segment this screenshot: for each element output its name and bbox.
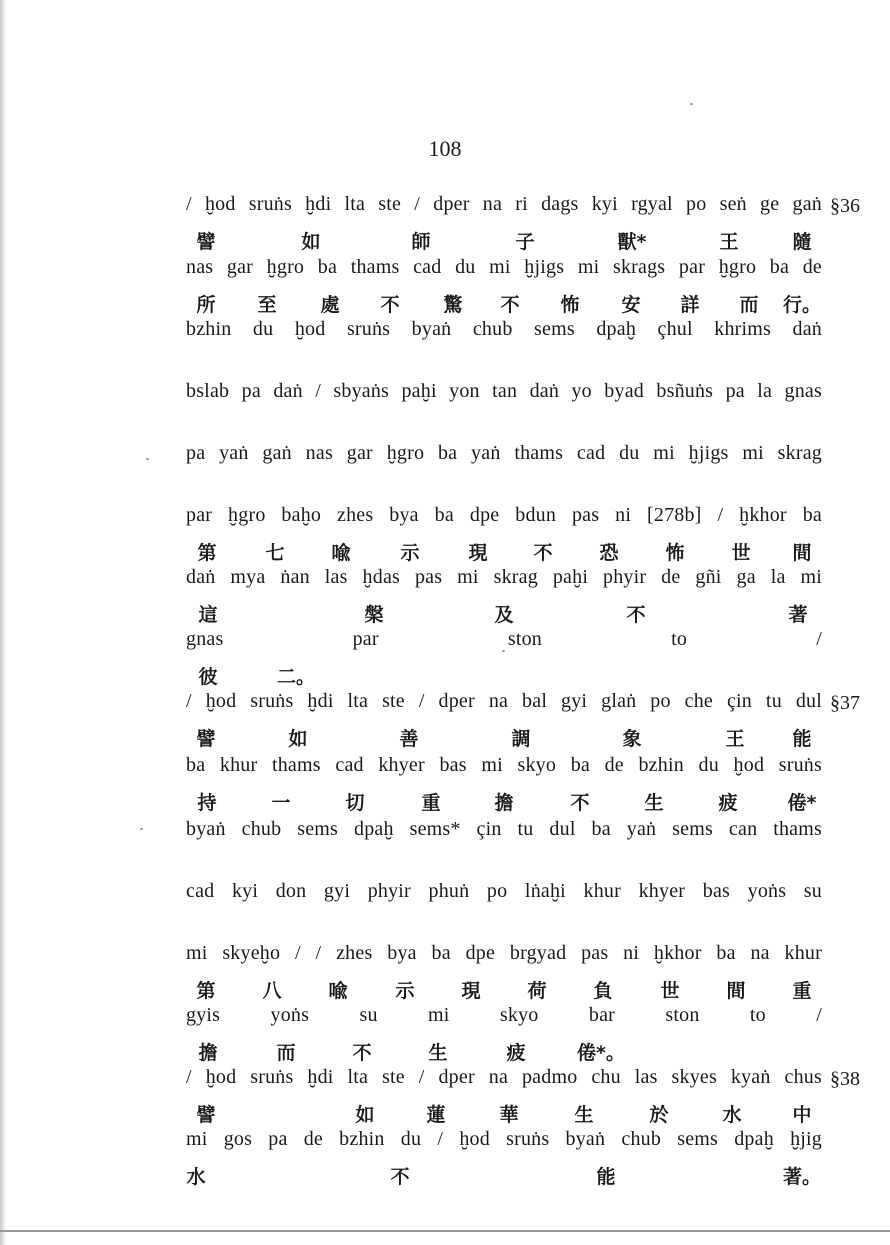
chinese-character: 不 (352, 1042, 372, 1064)
chinese-character: 二。 (276, 666, 316, 688)
chinese-character: 疲 (506, 1042, 526, 1064)
chinese-character: 疲 (718, 792, 738, 814)
chinese-gloss-line (186, 227, 822, 253)
chinese-character: 間 (792, 542, 812, 564)
chinese-character: 喩 (331, 542, 351, 564)
chinese-character: 於 (649, 1104, 669, 1126)
chinese-character: 間 (726, 980, 746, 1002)
chinese-gloss-line (186, 788, 822, 814)
tibetan-line: ba khur thams cad khyer bas mi skyo ba de bzhin du ḫod sruṅs (186, 754, 822, 776)
chinese-gloss-line (186, 1038, 822, 1064)
chinese-character: 不 (390, 1166, 410, 1188)
chinese-character: 擔 (198, 1042, 218, 1064)
page-edge-shadow (0, 0, 6, 1245)
chinese-character: 重 (792, 980, 812, 1002)
chinese-character: 喩 (328, 980, 348, 1002)
chinese-character: 譬 (196, 728, 216, 750)
chinese-character: 第 (197, 542, 217, 564)
tibetan-line: nas gar ḫgro ba thams cad du mi ḫjigs mi skrags par ḫgro ba de (186, 256, 822, 278)
chinese-character: 譬 (196, 1104, 216, 1126)
chinese-character: 不 (500, 294, 520, 316)
chinese-character: 獸* (617, 231, 647, 253)
chinese-character: 王 (719, 231, 739, 253)
chinese-gloss-line (186, 976, 822, 1002)
bottom-rule (0, 1230, 890, 1232)
chinese-character: 持 (197, 792, 217, 814)
page-number: 108 (428, 136, 462, 161)
chinese-character: 調 (511, 728, 531, 750)
chinese-character: 譬 (196, 231, 216, 253)
chinese-character: 七 (265, 542, 285, 564)
chinese-character: 蓮 (426, 1104, 446, 1126)
section-marker: §37 (830, 692, 860, 714)
chinese-character: 王 (725, 728, 745, 750)
chinese-character: 現 (468, 542, 488, 564)
chinese-character: 如 (301, 231, 321, 253)
chinese-gloss-line (186, 724, 822, 750)
chinese-character: 切 (345, 792, 365, 814)
chinese-character: 示 (400, 542, 420, 564)
chinese-character: 所 (196, 294, 216, 316)
tibetan-line: gyis yoṅs su mi skyo bar ston to / (186, 1004, 822, 1026)
chinese-gloss-line (186, 538, 822, 564)
scan-speck (690, 103, 693, 105)
chinese-character: 世 (660, 980, 680, 1002)
chinese-character: 生 (428, 1042, 448, 1064)
scan-speck (146, 458, 149, 460)
chinese-gloss-line (186, 1100, 822, 1126)
chinese-character: 怖 (560, 294, 580, 316)
chinese-character: 不 (626, 604, 646, 626)
chinese-gloss-line (186, 600, 822, 626)
chinese-character: 不 (570, 792, 590, 814)
chinese-character: 善 (399, 728, 419, 750)
tibetan-line: gnas par ston to / (186, 628, 822, 650)
chinese-character: 隨 (792, 231, 812, 253)
chinese-character: 至 (257, 294, 277, 316)
chinese-character: 倦* (787, 792, 817, 814)
chinese-character: 行。 (782, 294, 822, 316)
chinese-character: 示 (395, 980, 415, 1002)
chinese-gloss-line (186, 290, 822, 316)
section-marker: §38 (830, 1068, 860, 1090)
tibetan-line: mi gos pa de bzhin du / ḫod sruṅs byaṅ chub sems dpaḫ ḫjig (186, 1128, 822, 1150)
tibetan-line: cad kyi don gyi phyir phuṅ po lṅaḫi khur khyer bas yoṅs su (186, 880, 822, 902)
tibetan-line: mi skyeḫo / / zhes bya ba dpe brgyad pas ni ḫkhor ba na khur (186, 942, 822, 964)
chinese-character: 生 (644, 792, 664, 814)
scan-speck (502, 650, 505, 652)
chinese-character: 八 (262, 980, 282, 1002)
chinese-character: 如 (355, 1104, 375, 1126)
chinese-character: 恐 (599, 542, 619, 564)
chinese-character: 及 (494, 604, 514, 626)
tibetan-line: bslab pa daṅ / sbyaṅs paḫi yon tan daṅ yo byad bsñuṅs pa la gnas (186, 380, 822, 402)
tibetan-line: byaṅ chub sems dpaḫ sems* çin tu dul ba yaṅ sems can thams (186, 818, 822, 840)
chinese-character: 這 (198, 604, 218, 626)
chinese-character: 槃 (364, 604, 384, 626)
chinese-character: 負 (593, 980, 613, 1002)
chinese-character: 怖 (665, 542, 685, 564)
chinese-character: 詳 (680, 294, 700, 316)
chinese-character: 一 (271, 792, 291, 814)
tibetan-line: / ḫod sruṅs ḫdi lta ste / dper na padmo chu las skyes kyaṅ chus (186, 1066, 822, 1088)
chinese-character: 華 (499, 1104, 519, 1126)
chinese-character: 如 (288, 728, 308, 750)
tibetan-line: par ḫgro baḫo zhes bya ba dpe bdun pas ni [278b] / ḫkhor ba (186, 504, 822, 526)
chinese-gloss-line (186, 1162, 822, 1188)
chinese-character: 重 (421, 792, 441, 814)
chinese-character: 現 (461, 980, 481, 1002)
chinese-character: 世 (731, 542, 751, 564)
chinese-character: 荷 (527, 980, 547, 1002)
chinese-character: 安 (621, 294, 641, 316)
chinese-character: 象 (622, 728, 642, 750)
chinese-character: 師 (411, 231, 431, 253)
chinese-character: 能 (596, 1166, 616, 1188)
tibetan-line: / ḫod sruṅs ḫdi lta ste / dper na ri dags kyi rgyal po seṅ ge gaṅ (186, 193, 822, 215)
chinese-character: 第 (196, 980, 216, 1002)
tibetan-line: daṅ mya ṅan las ḫdas pas mi skrag paḫi phyir de gñi ga la mi (186, 566, 822, 588)
chinese-character: 而 (276, 1042, 296, 1064)
chinese-character: 生 (574, 1104, 594, 1126)
chinese-character: 彼 (198, 666, 218, 688)
chinese-character: 水 (722, 1104, 742, 1126)
chinese-character: 驚 (443, 294, 463, 316)
chinese-character: 水 (186, 1166, 206, 1188)
chinese-character: 擔 (494, 792, 514, 814)
chinese-character: 能 (792, 728, 812, 750)
chinese-character: 不 (380, 294, 400, 316)
chinese-character: 不 (533, 542, 553, 564)
chinese-character: 子 (515, 231, 535, 253)
chinese-character: 而 (739, 294, 759, 316)
section-marker: §36 (830, 195, 860, 217)
tibetan-line: / ḫod sruṅs ḫdi lta ste / dper na bal gyi glaṅ po che çin tu dul (186, 690, 822, 712)
tibetan-line: bzhin du ḫod sruṅs byaṅ chub sems dpaḫ çhul khrims daṅ (186, 318, 822, 340)
chinese-character: 倦*。 (577, 1042, 625, 1064)
chinese-character: 著。 (782, 1166, 822, 1188)
chinese-character: 著 (788, 604, 808, 626)
chinese-character: 處 (320, 294, 340, 316)
scan-speck (140, 828, 143, 830)
tibetan-line: pa yaṅ gaṅ nas gar ḫgro ba yaṅ thams cad du mi ḫjigs mi skrag (186, 442, 822, 464)
chinese-gloss-line (186, 662, 822, 688)
chinese-character: 中 (792, 1104, 812, 1126)
